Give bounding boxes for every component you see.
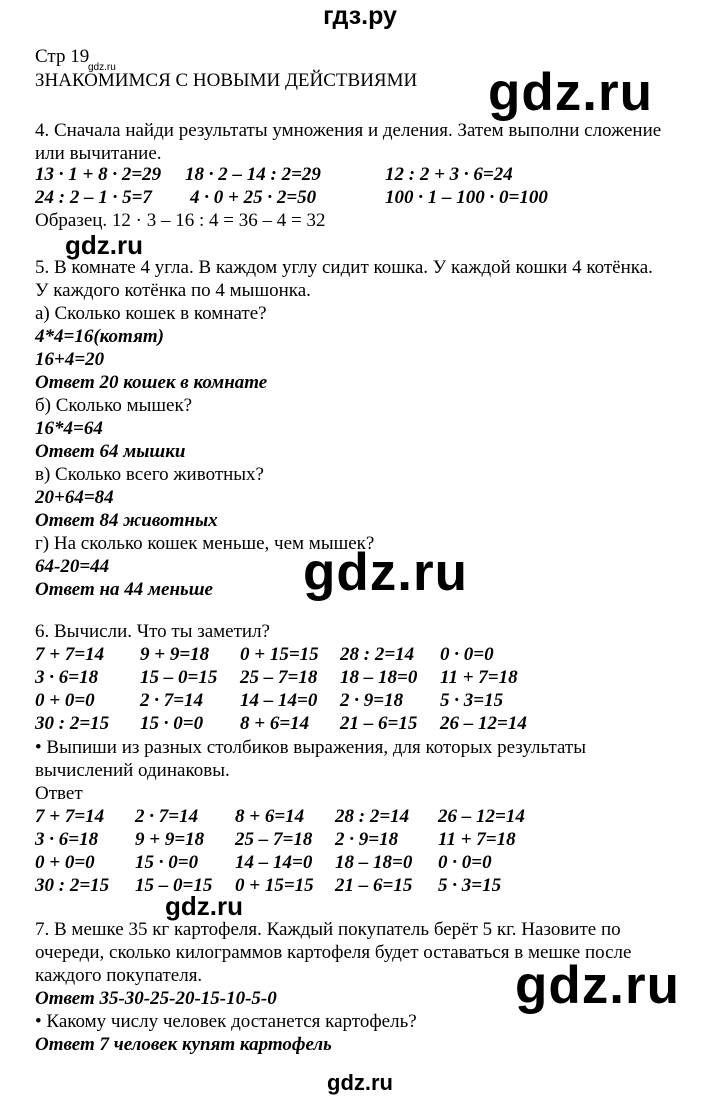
expression: 0 + 0=0 (35, 852, 95, 873)
task5-a-question: а) Сколько кошек в комнате? (35, 303, 267, 324)
expression: 26 – 12=14 (438, 806, 525, 827)
expression: 18 · 2 – 14 : 2=29 (185, 164, 321, 185)
expression: 15 – 0=15 (140, 667, 218, 688)
task6-answer-row (35, 875, 635, 897)
watermark-center: gdz.ru (303, 543, 468, 602)
task5-a-line1: 4*4=16(котят) (35, 326, 164, 347)
expression: 3 · 6=18 (35, 829, 99, 850)
expression: 14 – 14=0 (240, 690, 318, 711)
task5-a-line2: 16+4=20 (35, 349, 105, 370)
task6-answer-row (35, 806, 635, 828)
task6-grid-row (35, 667, 635, 689)
task7-question-line2: очереди, сколько килограммов картофеля будет оставаться в мешке после (35, 942, 632, 963)
expression: 0 · 0=0 (440, 644, 494, 665)
task4-answer-row (35, 164, 635, 186)
watermark-bottom-right: gdz.ru (515, 956, 680, 1015)
task5-d-answer: Ответ на 44 меньше (35, 579, 213, 600)
task6-answer-row (35, 829, 635, 851)
expression: 15 · 0=0 (140, 713, 204, 734)
expression: 8 + 6=14 (235, 806, 305, 827)
task6-answer-label: Ответ (35, 783, 83, 804)
task6-bullet-line2: вычислений одинаковы. (35, 760, 230, 781)
page-number: Стр 19 (35, 46, 90, 67)
expression: 7 + 7=14 (35, 806, 105, 827)
expression: 0 + 15=15 (235, 875, 314, 896)
expression: 9 + 9=18 (135, 829, 205, 850)
watermark-small: gdz.ru (88, 62, 116, 73)
expression: 2 · 7=14 (140, 690, 204, 711)
expression: 100 · 1 – 100 · 0=100 (385, 187, 548, 208)
task5-d-line1: 64-20=44 (35, 556, 110, 577)
expression: 5 · 3=15 (440, 690, 504, 711)
expression: 21 – 6=15 (340, 713, 418, 734)
task6-grid-row (35, 690, 635, 712)
task4-sample: Образец. 12 · 3 – 16 : 4 = 36 – 4 = 32 (35, 210, 326, 231)
task6-bullet-line1: • Выпиши из разных столбиков выражения, для которых результаты (35, 737, 586, 758)
page-topic: ЗНАКОМИМСЯ С НОВЫМИ ДЕЙСТВИЯМИ (35, 70, 418, 91)
expression: 25 – 7=18 (235, 829, 313, 850)
task6-question: 6. Вычисли. Что ты заметил? (35, 621, 270, 642)
expression: 8 + 6=14 (240, 713, 310, 734)
task5-question-line2: У каждого котёнка по 4 мышонка. (35, 280, 311, 301)
expression: 0 · 0=0 (438, 852, 492, 873)
task7-answer2: Ответ 7 человек купят картофель (35, 1034, 332, 1055)
watermark-mid: gdz.ru (65, 230, 143, 260)
expression: 5 · 3=15 (438, 875, 502, 896)
task5-a-answer: Ответ 20 кошек в комнате (35, 372, 268, 393)
watermark-mid: gdz.ru (165, 891, 243, 921)
task6-answer-row (35, 852, 635, 874)
task6-grid-row (35, 713, 635, 735)
expression: 14 – 14=0 (235, 852, 313, 873)
task4-question-line2: или вычитание. (35, 143, 162, 164)
task5-c-line1: 20+64=84 (35, 487, 114, 508)
task4-question-line1: 4. Сначала найди результаты умножения и деления. Затем выполни сложение (35, 120, 662, 141)
task7-question-line3: каждого покупателя. (35, 965, 203, 986)
expression: 4 · 0 + 25 · 2=50 (190, 187, 317, 208)
expression: 3 · 6=18 (35, 667, 99, 688)
task5-b-answer: Ответ 64 мышки (35, 441, 186, 462)
expression: 24 : 2 – 1 · 5=7 (35, 187, 152, 208)
footer-watermark: gdz.ru (327, 1070, 393, 1095)
task5-b-question: б) Сколько мышек? (35, 395, 193, 416)
expression: 0 + 0=0 (35, 690, 95, 711)
expression: 28 : 2=14 (340, 644, 415, 665)
expression: 25 – 7=18 (240, 667, 318, 688)
expression: 26 – 12=14 (440, 713, 527, 734)
task7-question-line1: 7. В мешке 35 кг картофеля. Каждый покупатель берёт 5 кг. Назовите по (35, 919, 621, 940)
task5-c-question: в) Сколько всего животных? (35, 464, 264, 485)
task7-answer1: Ответ 35-30-25-20-15-10-5-0 (35, 988, 277, 1009)
expression: 15 – 0=15 (135, 875, 213, 896)
expression: 15 · 0=0 (135, 852, 199, 873)
expression: 11 + 7=18 (440, 667, 518, 688)
expression: 2 · 9=18 (335, 829, 399, 850)
watermark-top-right: gdz.ru (488, 63, 653, 122)
task4-answer-row (35, 187, 635, 209)
expression: 0 + 15=15 (240, 644, 319, 665)
expression: 7 + 7=14 (35, 644, 105, 665)
expression: 21 – 6=15 (335, 875, 413, 896)
expression: 30 : 2=15 (35, 875, 110, 896)
expression: 9 + 9=18 (140, 644, 210, 665)
task5-b-line1: 16*4=64 (35, 418, 103, 439)
task5-question-line1: 5. В комнате 4 угла. В каждом углу сидит кошка. У каждой кошки 4 котёнка. (35, 257, 653, 278)
task6-grid-row (35, 644, 635, 666)
expression: 13 · 1 + 8 · 2=29 (35, 164, 162, 185)
task5-d-question: г) На сколько кошек меньше, чем мышек? (35, 533, 375, 554)
expression: 11 + 7=18 (438, 829, 516, 850)
expression: 18 – 18=0 (340, 667, 418, 688)
site-header: гдз.ру (323, 2, 397, 30)
task5-c-answer: Ответ 84 животных (35, 510, 218, 531)
task7-bullet: • Какому числу человек достанется картофель? (35, 1011, 417, 1032)
expression: 12 : 2 + 3 · 6=24 (385, 164, 513, 185)
expression: 28 : 2=14 (335, 806, 410, 827)
expression: 18 – 18=0 (335, 852, 413, 873)
expression: 2 · 7=14 (135, 806, 199, 827)
expression: 30 : 2=15 (35, 713, 110, 734)
expression: 2 · 9=18 (340, 690, 404, 711)
